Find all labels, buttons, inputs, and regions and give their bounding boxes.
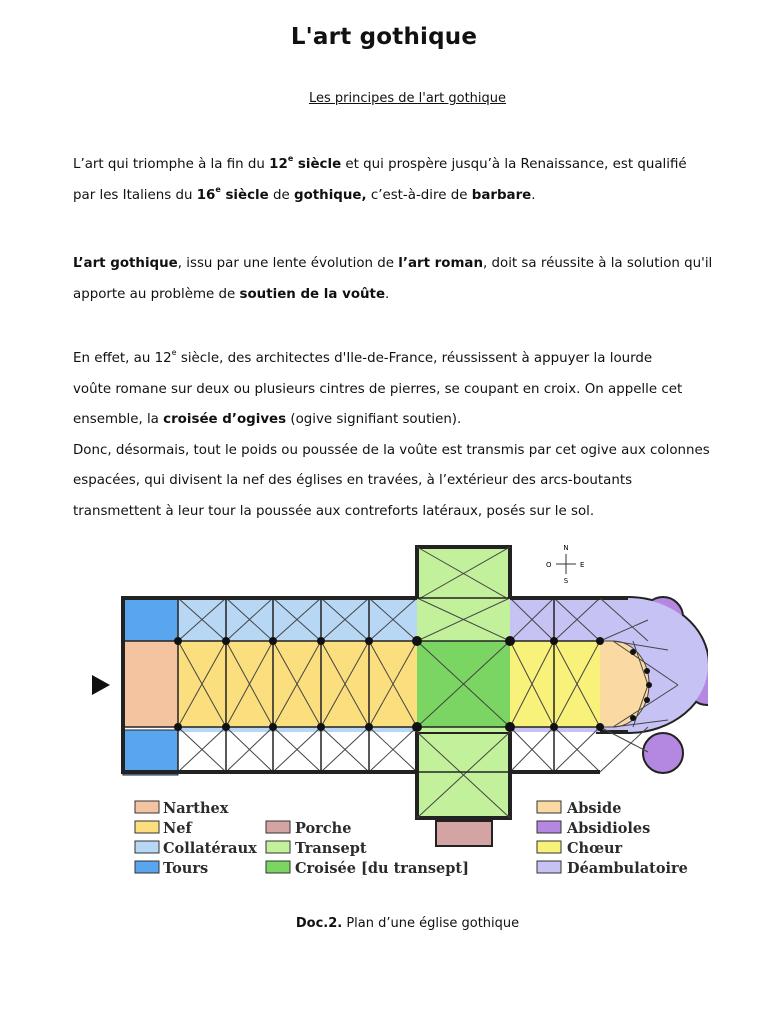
compass-rose-icon [546, 544, 584, 585]
compass-e: E [580, 561, 585, 569]
legend-item-absidioles [537, 820, 650, 837]
paragraph-evolution [73, 248, 753, 310]
legend-swatch [135, 801, 159, 813]
text-line: transmettent à leur tour la poussée aux contreforts latéraux, posés sur le sol. [73, 503, 595, 519]
legend-item-tours [135, 860, 208, 877]
text-line: voûte romane sur deux ou plusieurs cintres de pierres, se coupant en croix. On appelle cet [73, 381, 683, 397]
compass-s: S [563, 577, 569, 585]
absidiole-south [643, 733, 683, 773]
legend-swatch [135, 841, 159, 853]
text-line: L’art qui triomphe à la fin du 12e siècle et qui prospère jusqu’à la Renaissance, est qualifié [73, 154, 687, 172]
legend-item-transept [266, 840, 367, 857]
legend-label: Absidioles [567, 820, 651, 837]
legend-label: Nef [163, 820, 192, 837]
choeur [510, 641, 600, 727]
legend-swatch [266, 861, 290, 873]
paragraph-intro [73, 149, 753, 211]
text-line: apporte au problème de soutien de la voûte. [73, 287, 390, 302]
plan-legend [135, 800, 688, 877]
legend-swatch [537, 801, 561, 813]
legend-swatch [266, 841, 290, 853]
legend-label: Abside [567, 800, 622, 817]
legend-label: Déambulatoire [567, 860, 688, 877]
legend-label: Collatéraux [163, 840, 257, 857]
legend-item-collateraux [135, 840, 257, 857]
legend-item-nef [135, 820, 193, 837]
legend-item-abside [537, 800, 621, 817]
text-line: par les Italiens du 16e siècle de gothique, c’est-à-dire de barbare. [73, 185, 536, 203]
text-line: Donc, désormais, tout le poids ou poussée de la voûte est transmis par cet ogive aux colonnes [73, 442, 710, 458]
legend-swatch [135, 861, 159, 873]
legend-swatch [537, 861, 561, 873]
legend-label: Tours [163, 860, 209, 877]
compass-n: N [563, 544, 569, 552]
narthex [123, 641, 178, 727]
legend-label: Porche [295, 820, 352, 837]
legend-swatch [537, 841, 561, 853]
legend-label: Chœur [567, 840, 623, 857]
text-line: En effet, au 12e siècle, des architectes d'Ile-de-France, réussissent à appuyer la lourde [73, 348, 653, 366]
legend-swatch [537, 821, 561, 833]
legend-label: Croisée [du transept] [295, 860, 469, 877]
entrance-arrow-icon [92, 675, 110, 695]
porche [436, 821, 492, 846]
paragraph-croisee [73, 344, 753, 527]
text-line: L’art gothique, issu par une lente évolution de l’art roman, doit sa réussite à la solution qu'il [73, 256, 713, 271]
legend-swatch [135, 821, 159, 833]
legend-label: Narthex [163, 800, 229, 817]
figure-caption: Doc.2. Plan d’une église gothique [295, 916, 520, 931]
legend-item-porche [266, 820, 351, 837]
page-title: L'art gothique [290, 24, 478, 50]
legend-item-choeur [537, 840, 623, 857]
legend-item-deambulatoire [537, 860, 688, 877]
tour-south [123, 730, 178, 775]
section-subtitle: Les principes de l'art gothique [308, 91, 507, 106]
tour-north [123, 598, 178, 641]
legend-item-narthex [135, 800, 229, 817]
church-plan-diagram [88, 540, 708, 898]
text-line: espacées, qui divisent la nef des églises en travées, à l’extérieur des arcs-boutants [73, 473, 633, 488]
legend-swatch [266, 821, 290, 833]
compass-o: O [546, 561, 552, 569]
legend-item-croisee [266, 860, 469, 877]
text-line: ensemble, la croisée d’ogives (ogive signifiant soutien). [73, 412, 462, 427]
legend-label: Transept [295, 840, 367, 857]
